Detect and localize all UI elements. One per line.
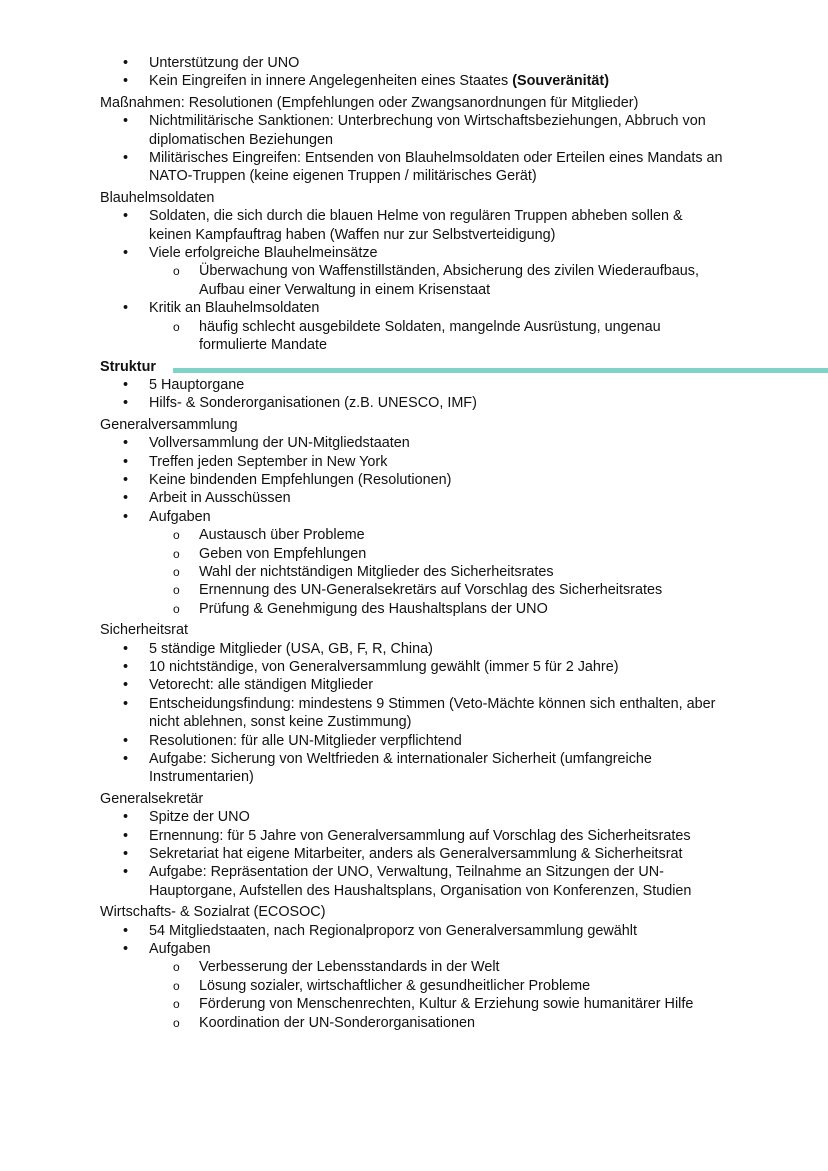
section-heading-ecosoc: Wirtschafts- & Sozialrat (ECOSOC) xyxy=(100,904,326,921)
list-item: • 5 ständige Mitglieder (USA, GB, F, R, China) xyxy=(100,640,828,658)
sub-list-item: o Verbesserung der Lebensstandards in der Welt xyxy=(100,958,728,976)
list-item: • Militärisches Eingreifen: Entsenden von Blauhelmsoldaten oder Erteilen eines Mandats an NATO-Truppen (keine eigenen Truppen / militärisches Gerät) xyxy=(100,149,828,186)
list-item: • Unterstützung der UNO xyxy=(100,54,828,72)
blauhelm-list xyxy=(100,207,828,354)
sub-list-item: o Koordination der UN-Sonderorganisationen xyxy=(100,1014,728,1032)
list-item: • Aufgaben o Verbesserung der Lebensstandards in der Welt o Lösung sozialer, wirtschaftlicher & gesundheitlicher Probleme o Förderung von Menschenrechten, Kultur & Erziehung sowie humanitärer Hilfe o Koordination der UN-Sonderorganisationen xyxy=(100,940,828,1032)
list-item: • 10 nichtständige, von Generalversammlung gewählt (immer 5 für 2 Jahre) xyxy=(100,658,828,676)
generalsekretaer-list xyxy=(100,808,828,900)
intro-list xyxy=(100,54,828,91)
sub-list-item: o Ernennung des UN-Generalsekretärs auf Vorschlag des Sicherheitsrates xyxy=(100,581,728,599)
sub-list xyxy=(149,526,728,618)
sub-list xyxy=(149,262,728,299)
list-item: • Spitze der UNO xyxy=(100,808,828,826)
list-item: • Nichtmilitärische Sanktionen: Unterbrechung von Wirtschaftsbeziehungen, Abbruch von diplomatischen Beziehungen xyxy=(100,112,828,149)
list-item: • Vollversammlung der UN-Mitgliedstaaten xyxy=(100,434,828,452)
sub-list-item: o Förderung von Menschenrechten, Kultur & Erziehung sowie humanitärer Hilfe xyxy=(100,995,728,1013)
list-item: • Kritik an Blauhelmsoldaten o häufig schlecht ausgebildete Soldaten, mangelnde Ausrüstung, ungenau formulierte Mandate xyxy=(100,299,828,354)
list-item: • Ernennung: für 5 Jahre von Generalversammlung auf Vorschlag des Sicherheitsrates xyxy=(100,827,828,845)
sub-list-item: o Austausch über Probleme xyxy=(100,526,728,544)
list-item: • Keine bindenden Empfehlungen (Resolutionen) xyxy=(100,471,828,489)
section-heading-struktur: Struktur xyxy=(100,358,156,375)
sub-list-item: o Wahl der nichtständigen Mitglieder des Sicherheitsrates xyxy=(100,563,728,581)
sub-list-item: o Überwachung von Waffenstillständen, Absicherung des zivilen Wiederaufbaus, Aufbau einer Verwaltung in einem Krisenstaat xyxy=(100,262,728,299)
list-item: • Aufgabe: Sicherung von Weltfrieden & internationaler Sicherheit (umfangreiche Instrumentarien) xyxy=(100,750,828,787)
list-item: • Entscheidungsfindung: mindestens 9 Stimmen (Veto-Mächte können sich enthalten, aber nicht ablehnen, sonst keine Zustimmung) xyxy=(100,695,828,732)
massnahmen-list xyxy=(100,112,828,186)
bold-term: (Souveränität) xyxy=(512,73,609,90)
list-item: • Hilfs- & Sonderorganisationen (z.B. UNESCO, IMF) xyxy=(100,394,828,412)
list-item: • Soldaten, die sich durch die blauen Helme von regulären Truppen abheben sollen & keinen Kampfauftrag haben (Waffen nur zur Selbstverteidigung) xyxy=(100,207,828,244)
struktur-list xyxy=(100,376,828,413)
sub-list xyxy=(149,958,728,1032)
list-item: • Resolutionen: für alle UN-Mitglieder verpflichtend xyxy=(100,732,828,750)
sub-list-item: o Lösung sozialer, wirtschaftlicher & gesundheitlicher Probleme xyxy=(100,977,728,995)
sub-list-item: o häufig schlecht ausgebildete Soldaten, mangelnde Ausrüstung, ungenau formulierte Mandate xyxy=(100,318,728,355)
section-heading-sicherheitsrat: Sicherheitsrat xyxy=(100,622,188,639)
list-item: • Viele erfolgreiche Blauhelmeinsätze o Überwachung von Waffenstillständen, Absicherung des zivilen Wiederaufbaus, Aufbau einer Verwaltung in einem Krisenstaat xyxy=(100,244,828,299)
section-heading-blauhelmsoldaten: Blauhelmsoldaten xyxy=(100,189,215,206)
list-item: • Treffen jeden September in New York xyxy=(100,453,828,471)
section-heading-massnahmen: Maßnahmen: Resolutionen (Empfehlungen oder Zwangsanordnungen für Mitglieder) xyxy=(100,94,639,111)
sub-list xyxy=(149,318,728,355)
section-heading-generalsekretaer: Generalsekretär xyxy=(100,790,204,807)
list-item: • Sekretariat hat eigene Mitarbeiter, anders als Generalversammlung & Sicherheitsrat xyxy=(100,845,828,863)
ecosoc-list xyxy=(100,922,828,1032)
generalversammlung-list xyxy=(100,434,828,618)
list-item: • Vetorecht: alle ständigen Mitglieder xyxy=(100,676,828,694)
heading-rule xyxy=(173,368,828,373)
sub-list-item: o Geben von Empfehlungen xyxy=(100,545,728,563)
list-item: • Aufgabe: Repräsentation der UNO, Verwaltung, Teilnahme an Sitzungen der UN-Hauptorgane, Aufstellen des Haushaltsplans, Organisation von Konferenzen, Studien xyxy=(100,863,828,900)
list-item: • Arbeit in Ausschüssen xyxy=(100,489,828,507)
list-item: • Kein Eingreifen in innere Angelegenheiten eines Staates (Souveränität) xyxy=(100,72,828,90)
list-item: • 5 Hauptorgane xyxy=(100,376,828,394)
list-item: • Aufgaben o Austausch über Probleme o Geben von Empfehlungen o Wahl der nichtständigen Mitglieder des Sicherheitsrates o Ernennung des UN-Generalsekretärs auf Vorschlag des Sicherheitsrates o Prüfung & Genehmigung des Haushaltsplans der UNO xyxy=(100,508,828,618)
list-item: • 54 Mitgliedstaaten, nach Regionalproporz von Generalversammlung gewählt xyxy=(100,922,828,940)
struktur-heading-row xyxy=(100,358,828,376)
sicherheitsrat-list xyxy=(100,640,828,787)
sub-list-item: o Prüfung & Genehmigung des Haushaltsplans der UNO xyxy=(100,600,728,618)
section-heading-generalversammlung: Generalversammlung xyxy=(100,416,238,433)
document-page xyxy=(100,54,828,1032)
